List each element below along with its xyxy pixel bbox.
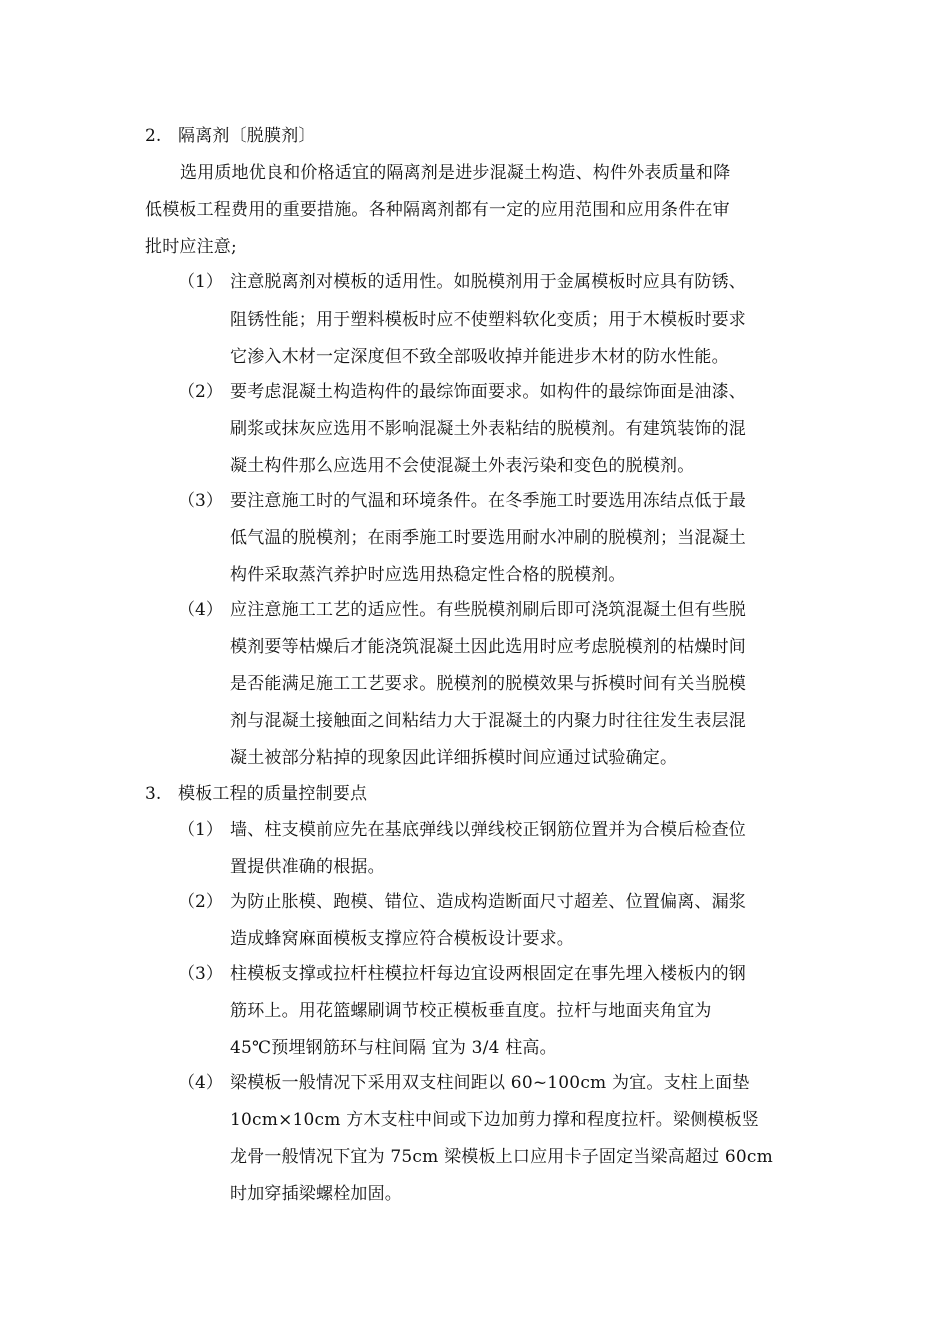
- section-2-item-line: 是否能满足施工工艺要求。脱模剂的脱模效果与拆模时间有关当脱模: [230, 674, 746, 694]
- section-2-item-number: （1）: [178, 272, 223, 292]
- section-2-item-line: 刷浆或抹灰应选用不影响混凝土外表粘结的脱模剂。有建筑装饰的混: [230, 419, 746, 439]
- section-2-title: 隔离剂〔脱膜剂〕: [178, 126, 316, 146]
- section-2-item-line: 剂与混凝土接触面之间粘结力大于混凝土的内聚力时往往发生表层混: [230, 711, 746, 731]
- section-3-item-line: 筋环上。用花篮螺刷调节校正模板垂直度。拉杆与地面夹角宜为: [230, 1001, 712, 1021]
- section-3-item-line: 梁模板一般情况下采用双支柱间距以 60~100cm 为宜。支柱上面垫: [230, 1073, 750, 1093]
- section-2-item-line: 模剂要等枯燥后才能浇筑混凝土因此选用时应考虑脱模剂的枯燥时间: [230, 637, 746, 657]
- section-2-intro-line: 批时应注意;: [145, 237, 237, 257]
- section-2-number: 2.: [145, 126, 162, 146]
- section-3-item-number: （4）: [178, 1073, 223, 1093]
- section-2-item-line: 阻锈性能；用于塑料模板时应不使塑料软化变质；用于木模板时要求: [230, 310, 746, 330]
- section-3-title: 模板工程的质量控制要点: [178, 784, 368, 804]
- section-2-item-line: 凝土构件那么应选用不会使混凝土外表污染和变色的脱模剂。: [230, 456, 695, 476]
- section-2-item-number: （2）: [178, 382, 223, 402]
- section-2-item-number: （3）: [178, 491, 223, 511]
- section-3-item-number: （1）: [178, 820, 223, 840]
- section-2-item-line: 凝土被部分粘掉的现象因此详细拆模时间应通过试验确定。: [230, 748, 678, 768]
- section-2-item-line: 构件采取蒸汽养护时应选用热稳定性合格的脱模剂。: [230, 565, 626, 585]
- section-3-item-line: 10cm×10cm 方木支柱中间或下边加剪力撑和程度拉杆。梁侧模板竖: [230, 1110, 759, 1130]
- section-2-item-line: 应注意施工工艺的适应性。有些脱模剂刷后即可浇筑混凝土但有些脱: [230, 600, 746, 620]
- section-3-item-line: 45℃预埋钢筋环与柱间隔 宜为 3/4 柱高。: [230, 1038, 557, 1058]
- section-3-item-number: （2）: [178, 892, 223, 912]
- section-2-item-line: 低气温的脱模剂；在雨季施工时要选用耐水冲刷的脱模剂；当混凝土: [230, 528, 746, 548]
- section-2-intro-line: 低模板工程费用的重要措施。各种隔离剂都有一定的应用范围和应用条件在审: [145, 200, 730, 220]
- section-2-intro-line: 选用质地优良和价格适宜的隔离剂是进步混凝土构造、构件外表质量和降: [180, 163, 731, 183]
- section-2-item-line: 要考虑混凝土构造构件的最综饰面要求。如构件的最综饰面是油漆、: [230, 382, 746, 402]
- section-3-item-line: 时加穿插梁螺栓加固。: [230, 1184, 402, 1204]
- section-2-item-line: 注意脱离剂对模板的适用性。如脱模剂用于金属模板时应具有防锈、: [230, 272, 746, 292]
- section-3-number: 3.: [145, 784, 162, 804]
- section-3-item-line: 为防止胀模、跑模、错位、造成构造断面尺寸超差、位置偏离、漏浆: [230, 892, 746, 912]
- section-2-item-number: （4）: [178, 600, 223, 620]
- section-3-item-line: 龙骨一般情况下宜为 75cm 梁模板上口应用卡子固定当梁高超过 60cm: [230, 1147, 773, 1167]
- section-3-item-number: （3）: [178, 964, 223, 984]
- section-2-item-line: 它渗入木材一定深度但不致全部吸收掉并能进步木材的防水性能。: [230, 347, 729, 367]
- section-3-item-line: 置提供准确的根据。: [230, 857, 385, 877]
- section-3-item-line: 造成蜂窝麻面模板支撑应符合模板设计要求。: [230, 929, 574, 949]
- section-3-item-line: 墙、柱支模前应先在基底弹线以弹线校正钢筋位置并为合模后检查位: [230, 820, 746, 840]
- section-2-item-line: 要注意施工时的气温和环境条件。在冬季施工时要选用冻结点低于最: [230, 491, 746, 511]
- section-3-item-line: 柱模板支撑或拉杆柱模拉杆每边宜设两根固定在事先埋入楼板内的钢: [230, 964, 746, 984]
